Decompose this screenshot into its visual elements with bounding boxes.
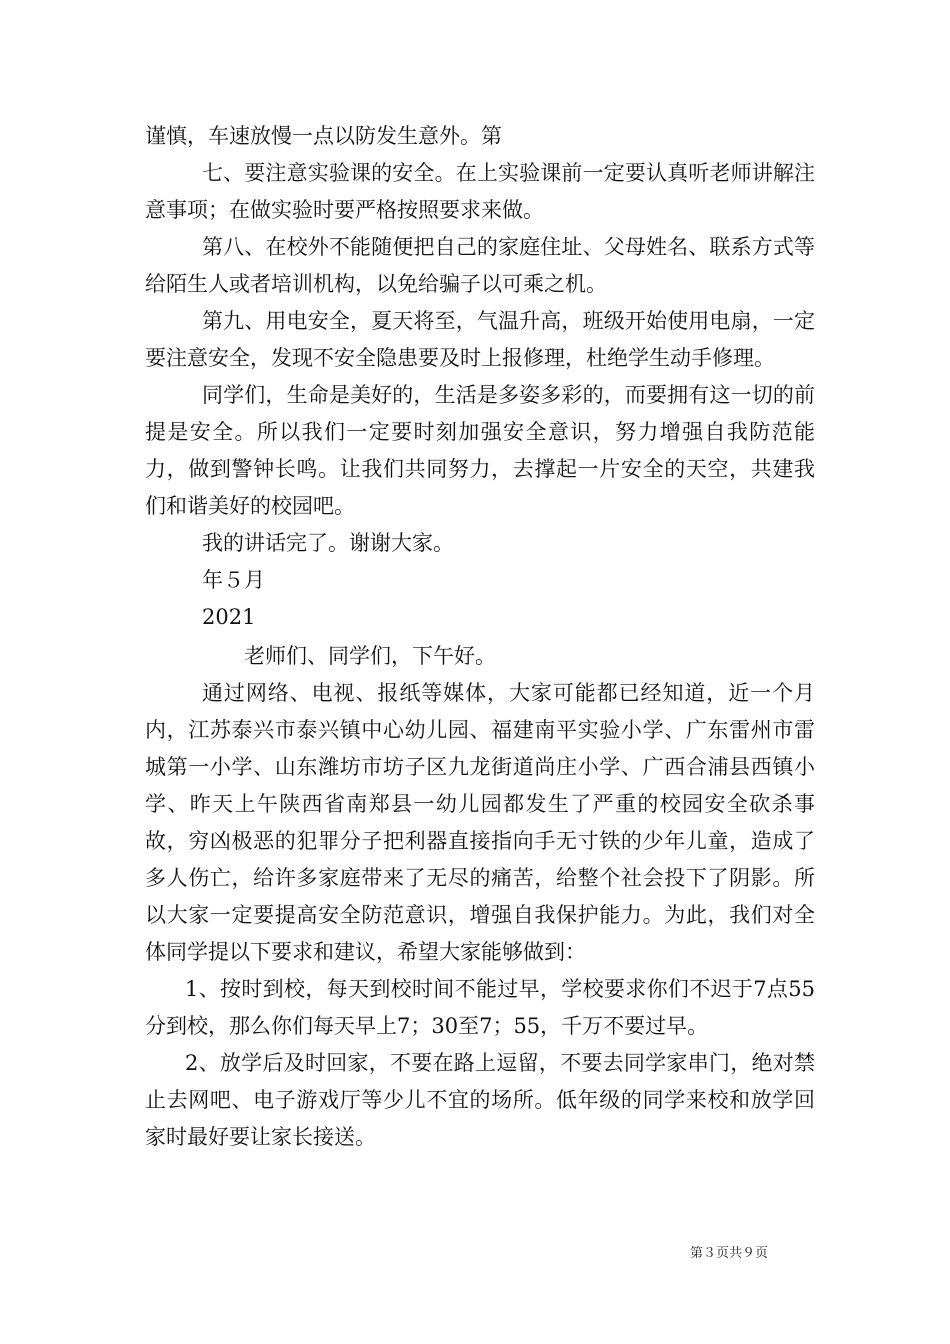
greeting: 老师们、同学们，下午好。 <box>244 644 496 668</box>
paragraph-5: 同学们，生命是美好的，生活是多姿多彩的，而要拥有这一切的前提是安全。所以我们一定要时刻加强安全意识，努力增强自我防范能力，做到警钟长鸣。让我们共同努力，去撑起一片安全的天空，共建我们和谐美好的校园吧。 <box>145 383 815 518</box>
date-year: 2021 <box>202 605 256 629</box>
paragraph-10: 通过网络、电视、报纸等媒体，大家可能都已经知道，近一个月内，江苏泰兴市泰兴镇中心幼儿园、福建南平实验小学、广东雷州市雷城第一小学、山东潍坊市坊子区九龙街道尚庄小学、广西合浦县西镇小学、昨天上午陕西省南郑县一幼儿园都发生了严重的校园安全砍杀事故，穷凶极恶的犯罪分子把利器直接指向手无寸铁的少年儿童，造成了多人伤亡，给许多家庭带来了无尽的痛苦，给整个社会投下了阴影。所以大家一定要提高安全防范意识，增强自我保护能力。为此，我们对全体同学提以下要求和建议，希望大家能够做到： <box>145 681 815 964</box>
document-body <box>145 118 815 1156</box>
paragraph-12: 2、放学后及时回家，不要在路上逗留，不要去同学家串门，绝对禁止去网吧、电子游戏厅等少儿不宜的场所。低年级的同学来校和放学回家时最好要让家长接送。 <box>145 1051 815 1149</box>
paragraph-3: 第八、在校外不能随便把自己的家庭住址、父母姓名、联系方式等给陌生人或者培训机构，以免给骗子以可乘之机。 <box>145 235 815 296</box>
paragraph-6: 我的讲话完了。谢谢大家。 <box>202 531 454 555</box>
paragraph-11: 1、按时到校，每天到校时间不能过早，学校要求你们不迟于7点55分到校，那么你们每天早上7；30至7；55，千万不要过早。 <box>145 977 815 1038</box>
paragraph-4: 第九、用电安全，夏天将至，气温升高，班级开始使用电扇，一定要注意安全，发现不安全隐患要及时上报修理，杜绝学生动手修理。 <box>145 309 815 370</box>
date-month: 年５月 <box>202 568 265 592</box>
paragraph-2: 七、要注意实验课的安全。在上实验课前一定要认真听老师讲解注意事项；在做实验时要严格按照要求来做。 <box>145 161 815 222</box>
paragraph-1: 谨慎，车速放慢一点以防发生意外。第 <box>145 124 502 148</box>
page-number: 第３页共９页 <box>690 1246 769 1261</box>
